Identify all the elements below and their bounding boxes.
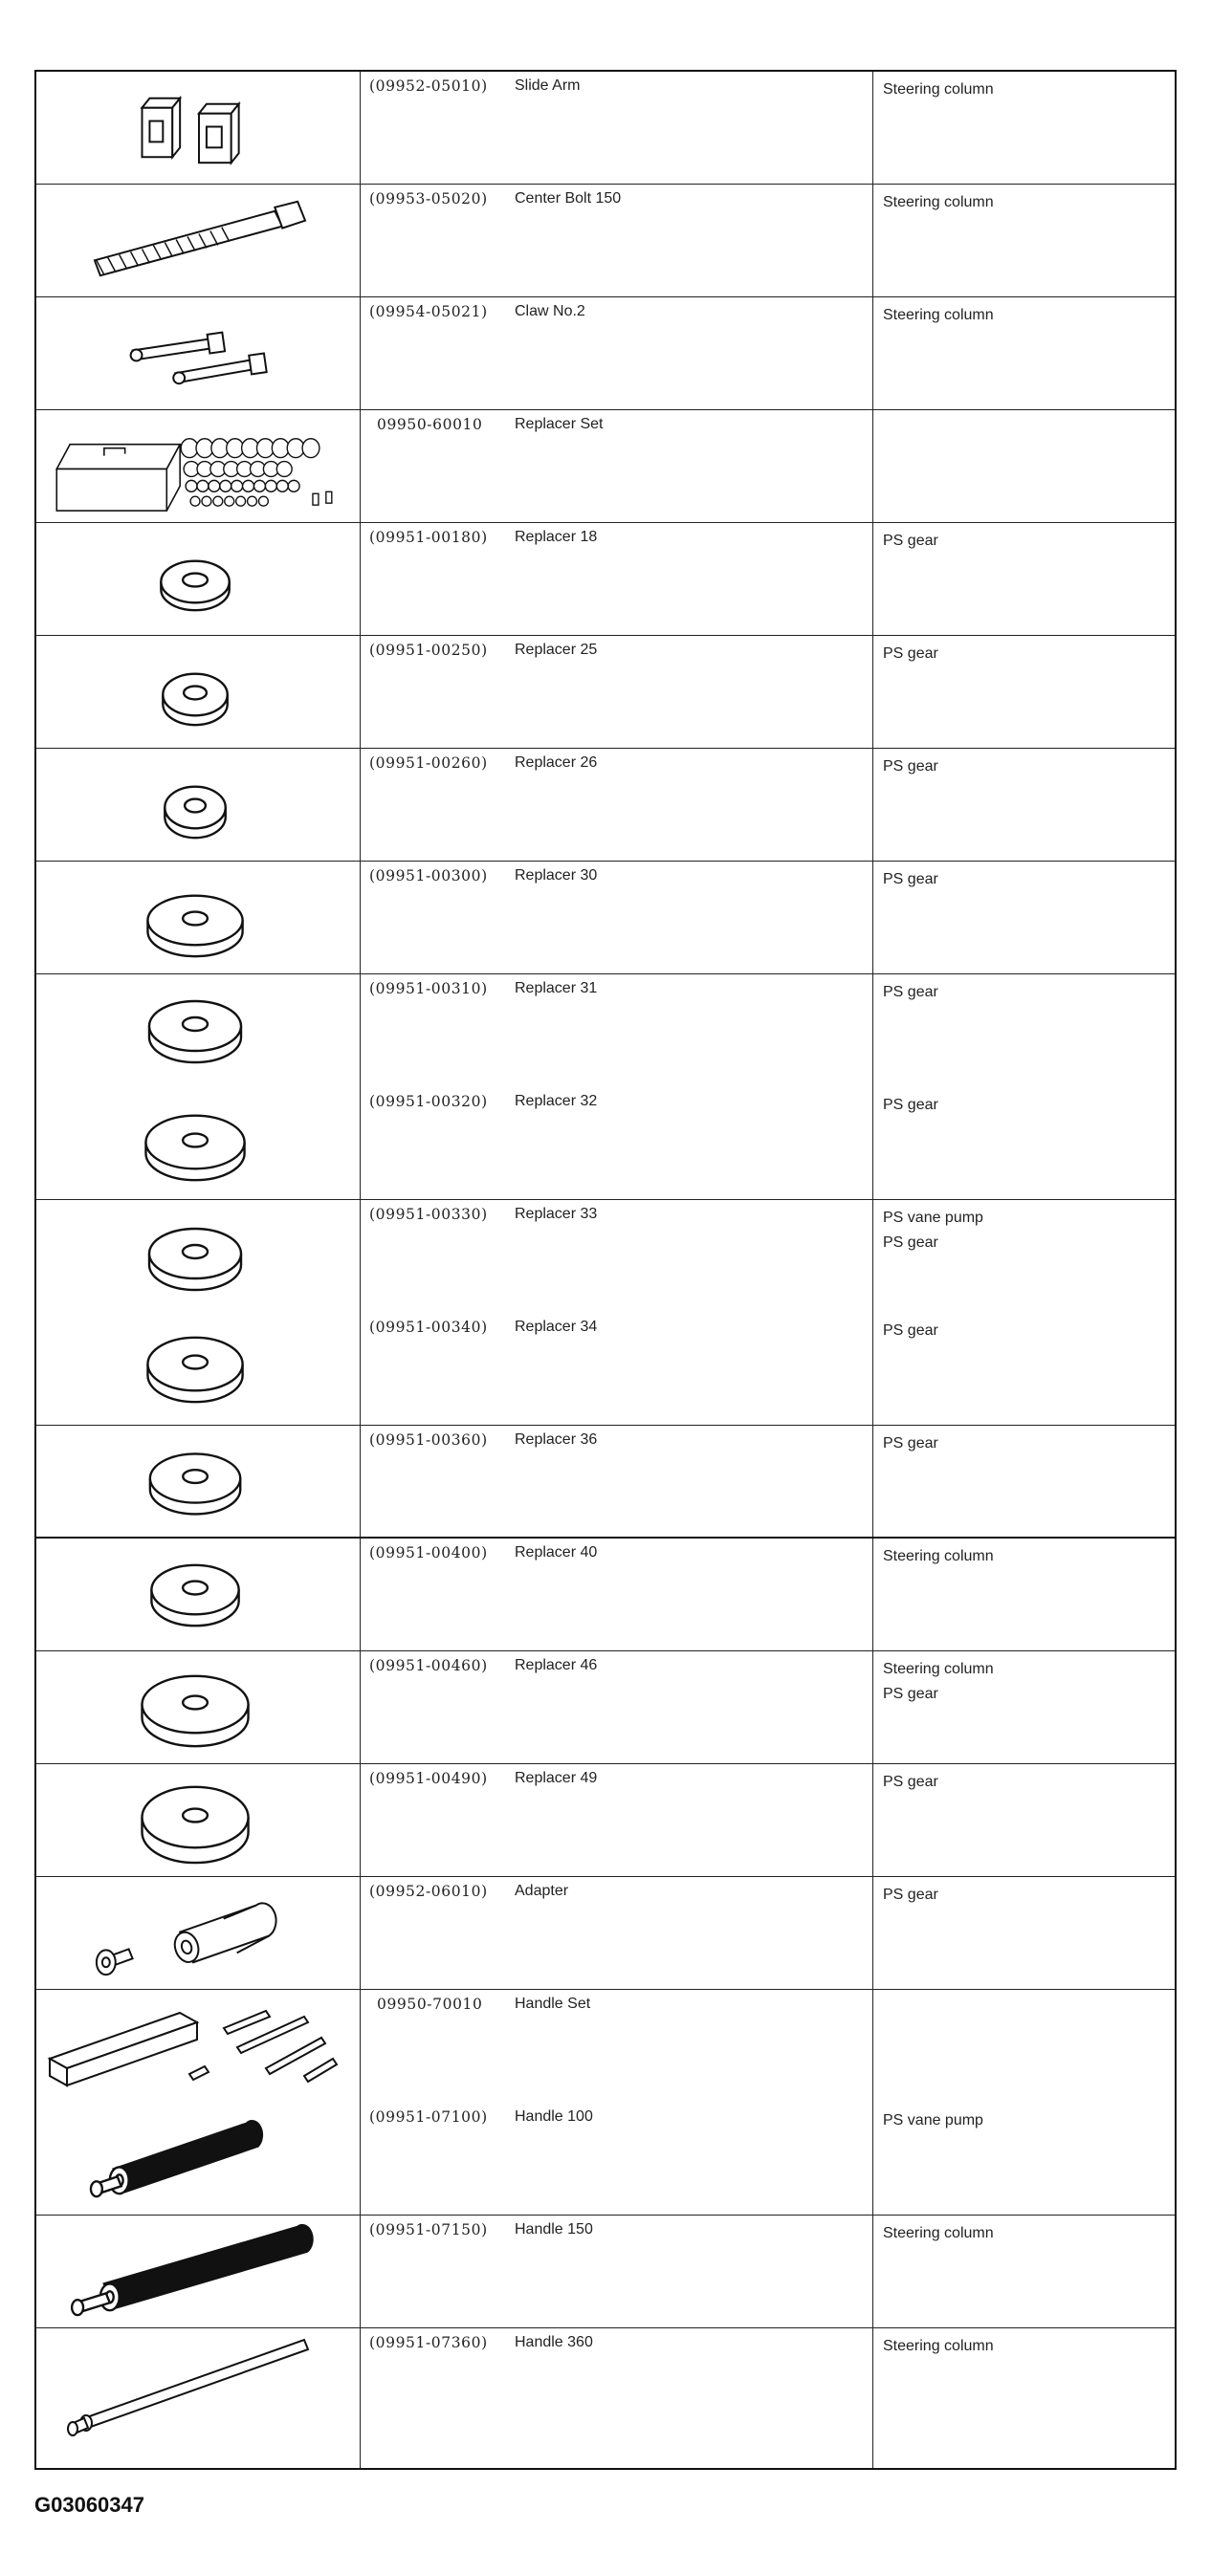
usage-line: PS gear — [883, 1322, 938, 1339]
handle-100-illustration — [36, 2103, 360, 2215]
table-row — [36, 1200, 1175, 1313]
usage — [883, 980, 938, 1005]
part-number: (09951-00490) — [369, 1770, 488, 1787]
tool-name: Center Bolt 150 — [515, 190, 622, 207]
usage-line: PS vane pump — [883, 1210, 983, 1226]
usage-line: PS gear — [883, 533, 938, 549]
tool-name: Replacer 25 — [515, 642, 598, 658]
usage — [883, 1093, 938, 1118]
table-row — [36, 2328, 1175, 2470]
part-number: (09951-00320) — [369, 1093, 488, 1110]
tool-name: Replacer 18 — [515, 529, 598, 545]
part-number: (09951-00250) — [369, 642, 488, 659]
replacer-disc-illustration — [36, 749, 360, 861]
usage — [883, 754, 938, 779]
table-row — [36, 1990, 1175, 2103]
center-bolt-illustration — [36, 185, 360, 296]
slide-arm-illustration — [36, 72, 360, 184]
usage — [883, 77, 994, 102]
usage-line: PS vane pump — [883, 2112, 983, 2128]
tool-name: Replacer 26 — [515, 754, 598, 771]
usage — [883, 529, 938, 554]
part-number: 09950-70010 — [377, 1996, 483, 2013]
usage-line: PS gear — [883, 1686, 938, 1702]
part-number: (09951-00340) — [369, 1319, 488, 1336]
usage-line: PS gear — [883, 984, 938, 1000]
tool-name: Slide Arm — [515, 77, 581, 94]
table-row — [36, 974, 1175, 1087]
handle-150-illustration — [36, 2216, 360, 2327]
tool-name: Replacer Set — [515, 416, 604, 432]
table-row — [36, 1877, 1175, 1990]
table-row — [36, 72, 1175, 185]
adapter-illustration — [36, 1877, 360, 1989]
usage-line: PS gear — [883, 758, 938, 775]
replacer-disc-illustration — [36, 523, 360, 635]
part-number: (09951-00330) — [369, 1206, 488, 1223]
handle-set-illustration — [36, 1990, 360, 2103]
replacer-disc-illustration — [36, 1651, 360, 1763]
tool-name: Replacer 33 — [515, 1206, 598, 1222]
figure-id: G03060347 — [34, 2493, 144, 2517]
table-row — [36, 749, 1175, 862]
part-number: (09951-07150) — [369, 2221, 488, 2238]
usage — [883, 1431, 938, 1456]
usage-line: Steering column — [883, 2225, 994, 2241]
usage — [883, 2108, 983, 2133]
part-number: 09950-60010 — [377, 416, 483, 433]
tool-name: Handle 150 — [515, 2221, 593, 2238]
table-row — [36, 862, 1175, 974]
tool-name: Handle 360 — [515, 2334, 593, 2350]
usage-line: PS gear — [883, 1435, 938, 1452]
replacer-disc-illustration — [36, 1539, 360, 1650]
usage-line: PS gear — [883, 645, 938, 662]
table-row — [36, 1539, 1175, 1651]
part-number: (09951-00300) — [369, 867, 488, 884]
tool-name: Replacer 32 — [515, 1093, 598, 1109]
usage-line: Steering column — [883, 1548, 994, 1564]
part-number: (09951-00260) — [369, 754, 488, 772]
replacer-disc-illustration — [36, 974, 360, 1087]
part-number: (09953-05020) — [369, 190, 488, 207]
handle-360-illustration — [36, 2328, 360, 2470]
part-number: (09952-05010) — [369, 77, 488, 95]
usage — [883, 1206, 983, 1255]
usage-line: Steering column — [883, 194, 994, 210]
table-row — [36, 297, 1175, 410]
table-row — [36, 1313, 1175, 1426]
replacer-disc-illustration — [36, 1200, 360, 1313]
usage-line: Steering column — [883, 1661, 994, 1677]
replacer-set-illustration — [36, 410, 360, 522]
usage-line: PS gear — [883, 871, 938, 887]
usage — [883, 2221, 994, 2246]
replacer-disc-illustration — [36, 1764, 360, 1876]
tool-name: Replacer 49 — [515, 1770, 598, 1786]
part-number: (09951-07360) — [369, 2334, 488, 2351]
usage-line: PS gear — [883, 1887, 938, 1903]
table-row — [36, 410, 1175, 523]
tool-name: Replacer 36 — [515, 1431, 598, 1448]
usage — [883, 1319, 938, 1343]
usage — [883, 867, 938, 892]
usage — [883, 642, 938, 666]
usage — [883, 1657, 994, 1707]
table-row — [36, 1426, 1175, 1539]
part-number: (09954-05021) — [369, 303, 488, 320]
tool-name: Replacer 46 — [515, 1657, 598, 1673]
tool-name: Adapter — [515, 1883, 569, 1899]
part-number: (09951-00180) — [369, 529, 488, 546]
part-number: (09951-07100) — [369, 2108, 488, 2126]
usage — [883, 190, 994, 215]
usage — [883, 2334, 994, 2359]
table-row — [36, 185, 1175, 297]
part-number: (09952-06010) — [369, 1883, 488, 1900]
table-row — [36, 2103, 1175, 2216]
tool-table — [34, 70, 1177, 2470]
usage-line: Steering column — [883, 307, 994, 323]
usage-line: PS gear — [883, 1234, 938, 1251]
table-row — [36, 636, 1175, 749]
usage-line: PS gear — [883, 1097, 938, 1113]
table-row — [36, 1087, 1175, 1200]
part-number: (09951-00310) — [369, 980, 488, 997]
replacer-disc-illustration — [36, 636, 360, 748]
usage-line: Steering column — [883, 2338, 994, 2354]
tool-name: Replacer 30 — [515, 867, 598, 884]
part-number: (09951-00360) — [369, 1431, 488, 1449]
table-row — [36, 523, 1175, 636]
usage — [883, 1770, 938, 1795]
usage — [883, 1883, 938, 1908]
usage — [883, 303, 994, 328]
replacer-disc-illustration — [36, 1426, 360, 1537]
replacer-disc-illustration — [36, 1087, 360, 1199]
table-row — [36, 2216, 1175, 2328]
usage — [883, 1544, 994, 1569]
replacer-disc-illustration — [36, 862, 360, 973]
tool-name: Handle Set — [515, 1996, 591, 2012]
tool-name: Replacer 34 — [515, 1319, 598, 1335]
part-number: (09951-00460) — [369, 1657, 488, 1674]
usage-line: Steering column — [883, 81, 994, 98]
table-row — [36, 1764, 1175, 1877]
tool-name: Claw No.2 — [515, 303, 585, 319]
part-number: (09951-00400) — [369, 1544, 488, 1561]
usage-line: PS gear — [883, 1774, 938, 1790]
claw-illustration — [36, 297, 360, 409]
replacer-disc-illustration — [36, 1313, 360, 1425]
tool-name: Handle 100 — [515, 2108, 593, 2125]
table-row — [36, 1651, 1175, 1764]
tool-name: Replacer 40 — [515, 1544, 598, 1561]
tool-name: Replacer 31 — [515, 980, 598, 996]
